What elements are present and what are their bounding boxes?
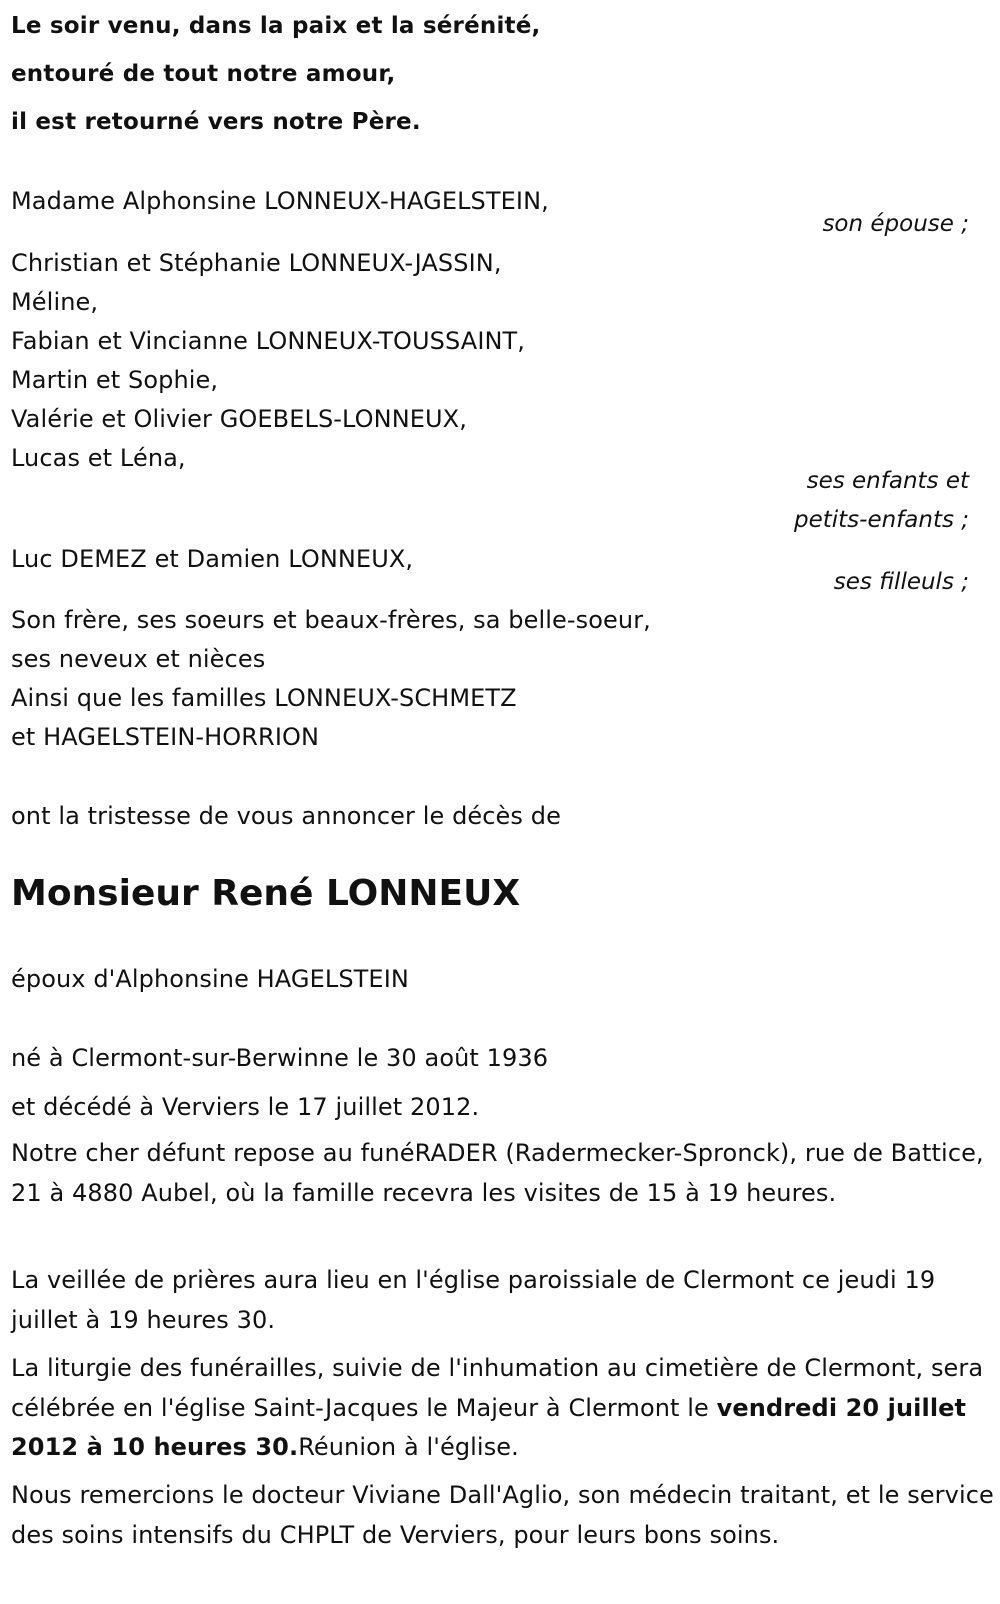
intro-line-2: entouré de tout notre amour, <box>11 61 396 87</box>
vigil-paragraph: La veillée de prières aura lieu en l'église paroissiale de Clermont ce jeudi 19 juillet à 19 heures 30. <box>11 1266 936 1334</box>
others-line-1: Son frère, ses soeurs et beaux-frères, sa belle-soeur, <box>11 606 651 634</box>
deceased-spouse-line: époux d'Alphonsine HAGELSTEIN <box>11 965 409 993</box>
deceased-name-heading: Monsieur René LONNEUX <box>11 873 521 914</box>
spouse-name: Madame Alphonsine LONNEUX-HAGELSTEIN, <box>11 187 549 215</box>
godchildren-names: Luc DEMEZ et Damien LONNEUX, <box>11 545 414 573</box>
intro-line-3: il est retourné vers notre Père. <box>11 109 421 135</box>
funeral-date-bold: vendredi 20 juillet 2012 à 10 heures 30. <box>11 1393 967 1461</box>
child-line-3: Fabian et Vincianne LONNEUX-TOUSSAINT, <box>11 327 526 355</box>
child-line-1: Christian et Stéphanie LONNEUX-JASSIN, <box>11 249 502 277</box>
death-line: et décédé à Verviers le 17 juillet 2012. <box>11 1093 480 1121</box>
thanks-paragraph: Nous remercions le docteur Viviane Dall'Aglio, son médecin traitant, et le service des soins intensifs du CHPLT de Verviers, pour leurs bons soins. <box>11 1481 994 1549</box>
child-line-6: Lucas et Léna, <box>11 444 186 472</box>
children-relation-line-2: petits-enfants ; <box>793 507 969 533</box>
funeral-paragraph <box>11 1349 996 1468</box>
others-line-3: Ainsi que les familles LONNEUX-SCHMETZ <box>11 684 517 712</box>
others-line-2: ses neveux et nièces <box>11 645 266 673</box>
funeral-text-pre: La liturgie des funérailles, suivie de l'inhumation au cimetière de Clermont, sera célébrée en l'église Saint-Jacques le Majeur à Clermont le <box>11 1354 984 1422</box>
others-line-4: et HAGELSTEIN-HORRION <box>11 723 320 751</box>
child-line-5: Valérie et Olivier GOEBELS-LONNEUX, <box>11 405 467 433</box>
birth-line: né à Clermont-sur-Berwinne le 30 août 1936 <box>11 1044 549 1072</box>
child-line-2: Méline, <box>11 288 99 316</box>
funeral-text-post: Réunion à l'église. <box>298 1433 519 1461</box>
godchildren-relation: ses filleuls ; <box>833 569 969 595</box>
children-relation-line-1: ses enfants et <box>806 468 969 494</box>
visitation-paragraph: Notre cher défunt repose au funéRADER (Radermecker-Spronck), rue de Battice, 21 à 4880 Aubel, où la famille recevra les visites de 15 à 19 heures. <box>11 1139 984 1207</box>
announcement-text: ont la tristesse de vous annoncer le décès de <box>11 802 561 830</box>
intro-line-1: Le soir venu, dans la paix et la sérénité, <box>11 13 541 39</box>
child-line-4: Martin et Sophie, <box>11 366 219 394</box>
spouse-relation: son épouse ; <box>822 211 969 237</box>
